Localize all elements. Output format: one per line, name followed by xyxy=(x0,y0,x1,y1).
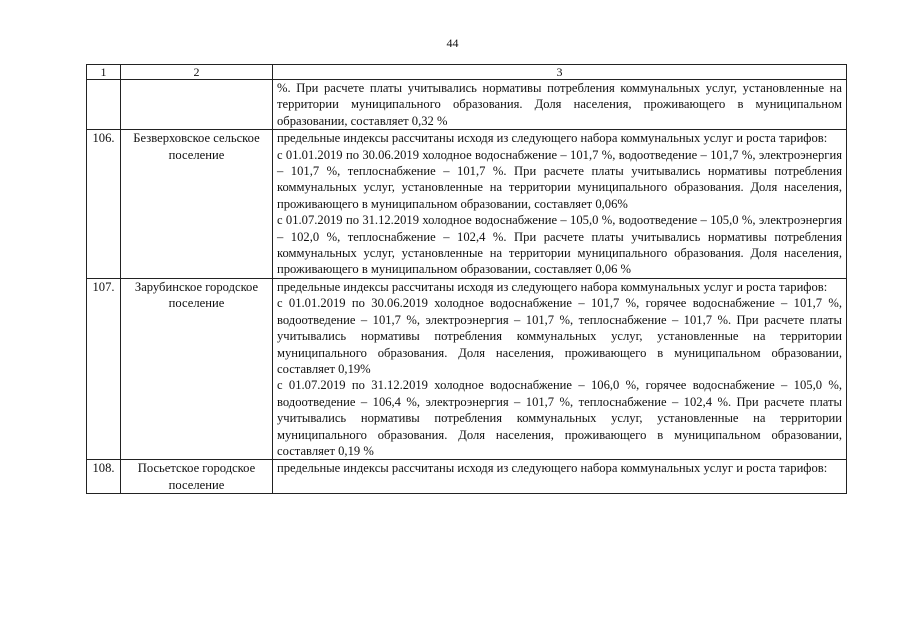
row-text xyxy=(273,460,847,494)
paragraph: с 01.07.2019 по 31.12.2019 холодное водоснабжение – 105,0 %, водоотведение – 105,0 %, электроэнергия – 102,0 %, теплоснабжение – 102,4 %. При расчете платы учитывались нормативы потребления коммунальных услуг, установленные на территории муниципального образования. Доля населения, проживающего в муниципальном образовании, составляет 0,06 % xyxy=(277,213,842,277)
tariff-table xyxy=(86,64,847,494)
table-header-row xyxy=(87,65,847,80)
municipality-name xyxy=(121,80,273,130)
paragraph: предельные индексы рассчитаны исходя из следующего набора коммунальных услуг и роста тарифов: xyxy=(277,279,828,294)
table-row xyxy=(87,278,847,459)
paragraph: %. При расчете платы учитывались нормативы потребления коммунальных услуг, установленные на территории муниципального образования. Доля населения, проживающего в муниципальном образовании, составляет 0,32 % xyxy=(277,81,842,128)
municipality-name: Безверховское сельское поселение xyxy=(121,130,273,279)
row-text xyxy=(273,278,847,459)
paragraph: с 01.01.2019 по 30.06.2019 холодное водоснабжение – 101,7 %, горячее водоснабжение – 101,7 %, водоотведение – 101,7 %, электроэнергия – 101,7 %, теплоснабжение – 101,7 %. При расчете платы учитывались нормативы потребления коммунальных услуг, установленные на территории муниципального образования. Доля населения, проживающего в муниципальном образовании, составляет 0,19% xyxy=(277,296,842,376)
municipality-name: Зарубинское городское поселение xyxy=(121,278,273,459)
table-row xyxy=(87,80,847,130)
paragraph: с 01.07.2019 по 31.12.2019 холодное водоснабжение – 106,0 %, горячее водоснабжение – 105,0 %, водоотведение – 106,4 %, электроэнергия – 101,7 %, теплоснабжение – 102,4 %. При расчете платы учитывались нормативы потребления коммунальных услуг, установленные на территории муниципального образования. Доля населения, проживающего в муниципальном образовании, составляет 0,19 % xyxy=(277,378,842,458)
row-number: 108. xyxy=(87,460,121,494)
column-header: 3 xyxy=(273,65,847,80)
column-header: 1 xyxy=(87,65,121,80)
paragraph: предельные индексы рассчитаны исходя из следующего набора коммунальных услуг и роста тарифов: xyxy=(277,131,828,146)
paragraph: с 01.01.2019 по 30.06.2019 холодное водоснабжение – 101,7 %, водоотведение – 101,7 %, электроэнергия – 101,7 %, теплоснабжение – 101,7 %. При расчете платы учитывались нормативы потребления коммунальных услуг, установленные на территории муниципального образования. Доля населения, проживающего в муниципальном образовании, составляет 0,06% xyxy=(277,147,842,211)
table-row xyxy=(87,130,847,279)
row-number: 106. xyxy=(87,130,121,279)
row-text xyxy=(273,130,847,279)
row-text xyxy=(273,80,847,130)
row-number: 107. xyxy=(87,278,121,459)
municipality-name: Посьетское городское поселение xyxy=(121,460,273,494)
table-row xyxy=(87,460,847,494)
column-header: 2 xyxy=(121,65,273,80)
paragraph: предельные индексы рассчитаны исходя из следующего набора коммунальных услуг и роста тарифов: xyxy=(277,461,828,476)
row-number xyxy=(87,80,121,130)
page-number: 44 xyxy=(446,36,459,50)
